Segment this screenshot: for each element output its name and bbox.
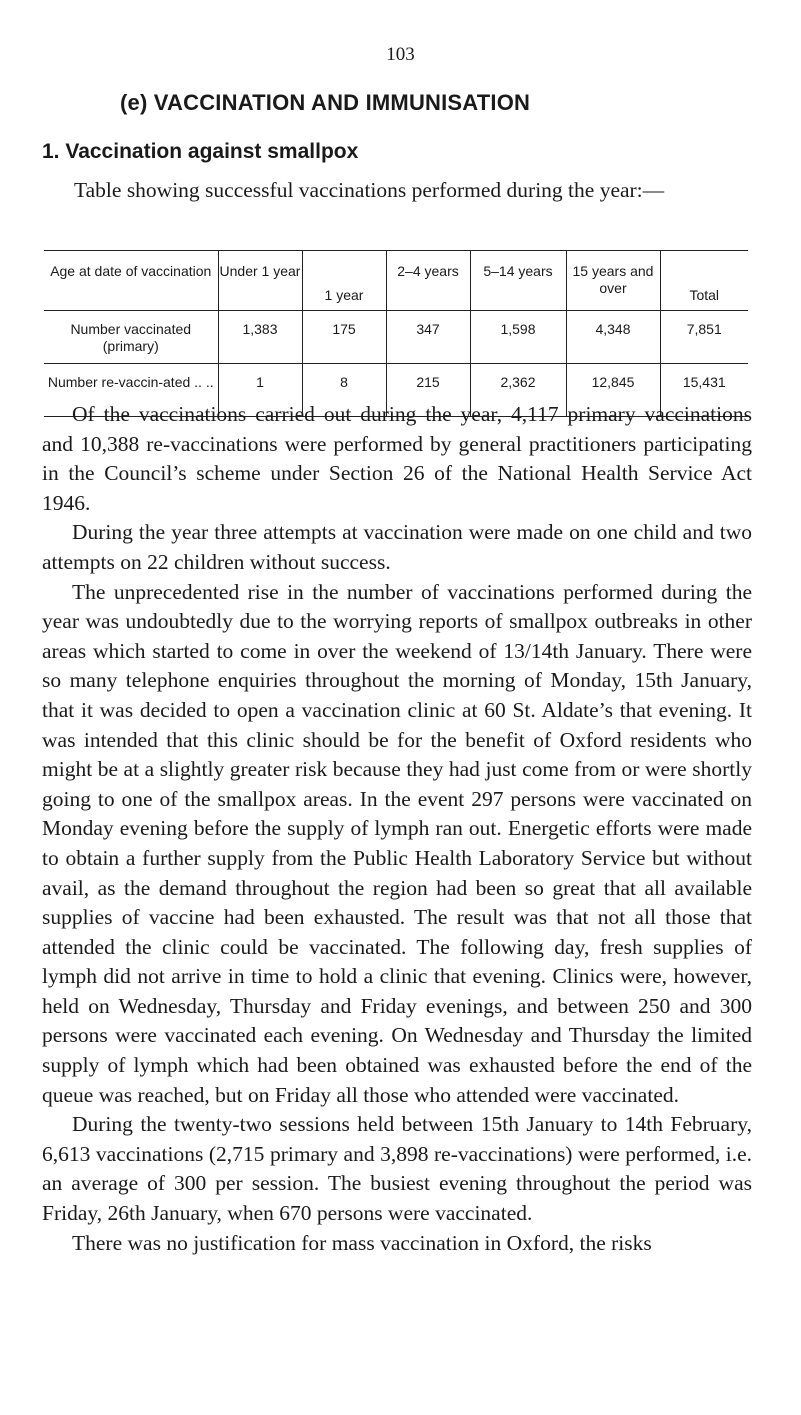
table-cell: 8 [302, 364, 386, 417]
body-text [42, 400, 752, 1258]
table-cell: 175 [302, 311, 386, 364]
header-age: Age at date of vaccination [44, 251, 218, 311]
table-row [44, 311, 748, 364]
header-15-years-over: 15 years and over [566, 251, 660, 311]
header-2-4-years: 2–4 years [386, 251, 470, 311]
header-under-1-year: Under 1 year [218, 251, 302, 311]
table-cell: 2,362 [470, 364, 566, 417]
row-label: Number re-vaccin-ated .. .. [44, 364, 218, 417]
header-1-year: 1 year [302, 251, 386, 311]
table-header-row [44, 251, 748, 311]
table-cell: 7,851 [660, 311, 748, 364]
vaccination-table [44, 250, 748, 417]
paragraph: During the year three attempts at vaccination were made on one child and two attempts on 22 children without success. [42, 520, 752, 574]
header-total: Total [660, 251, 748, 311]
paragraph: Of the vaccinations carried out during the year, 4,117 primary vaccinations and 10,388 re-vaccinations were performed by general practitioners participating in the Council’s scheme under Section 26 of the National Health Service Act 1946. [42, 402, 752, 515]
table-cell: 1,383 [218, 311, 302, 364]
subsection-title: 1. Vaccination against smallpox [42, 140, 359, 163]
table-cell: 15,431 [660, 364, 748, 417]
table-cell: 347 [386, 311, 470, 364]
paragraph: There was no justification for mass vaccination in Oxford, the risks [72, 1230, 652, 1255]
page-number: 103 [386, 44, 415, 65]
table-cell: 1 [218, 364, 302, 417]
table-cell: 12,845 [566, 364, 660, 417]
table-cell: 4,348 [566, 311, 660, 364]
row-label: Number vaccinated (primary) [44, 311, 218, 364]
header-5-14-years: 5–14 years [470, 251, 566, 311]
section-title: (e) VACCINATION AND IMMUNISATION [120, 90, 531, 115]
table-cell: 1,598 [470, 311, 566, 364]
paragraph: The unprecedented rise in the number of vaccinations performed during the year was undoubtedly due to the worrying reports of smallpox outbreaks in other areas which started to come in over the weekend of 13/14th January. There were so many telephone enquiries throughout the morning of Monday, 15th January, that it was decided to open a vaccination clinic at 60 St. Aldate’s that evening. It was intended that this clinic should be for the benefit of Oxford residents who might be at a slightly greater risk because they had just come from or were shortly going to one of the smallpox areas. In the event 297 persons were vaccinated on Monday evening before the supply of lymph ran out. Energetic efforts were made to obtain a further supply from the Public Health Laboratory Service but without avail, as the demand throughout the region had been so great that all available supplies of vaccine had been exhausted. The result was that not all those that attended the clinic could be vaccinated. The following day, fresh supplies of lymph did not arrive in time to hold a clinic that evening. Clinics were, however, held on Wednesday, Thursday and Friday evenings, and between 250 and 300 persons were vaccinated each evening. On Wednesday and Thursday the limited supply of lymph which had been obtained was exhausted before the end of the queue was reached, but on Friday all those who attended were vaccinated. [42, 579, 752, 1107]
paragraph: During the twenty-two sessions held between 15th January to 14th February, 6,613 vaccinations (2,715 primary and 3,898 re-vaccinations) were performed, i.e. an average of 300 per session. The busiest evening throughout the period was Friday, 26th January, when 670 persons were vaccinated. [42, 1112, 752, 1226]
table-intro: Table showing successful vaccinations performed during the year:— [74, 178, 665, 202]
table-cell: 215 [386, 364, 470, 417]
